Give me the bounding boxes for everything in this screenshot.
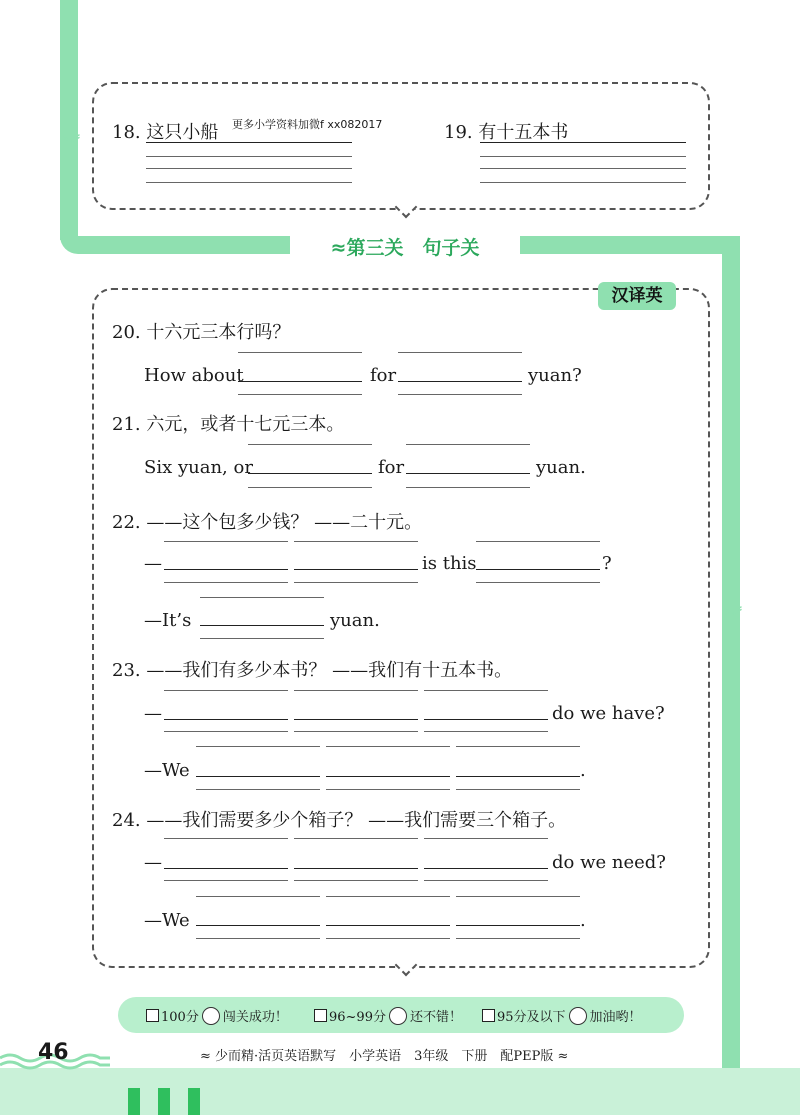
answer-line[interactable]	[456, 925, 580, 926]
question-22-dash: —	[144, 553, 162, 574]
top-question-box	[92, 82, 710, 210]
guide-line	[294, 838, 418, 839]
answer-line[interactable]	[480, 142, 686, 143]
guide-line	[238, 394, 362, 395]
score-option-95-below[interactable]: 95分及以下 加油哟！	[482, 1006, 642, 1025]
answer-line[interactable]	[164, 569, 288, 570]
guide-line	[146, 168, 352, 169]
watermark-text: 更多小学资料加微f xx082017	[232, 118, 383, 131]
question-24-prompt: 24. ——我们需要多少个箱子？ ——我们需要三个箱子。	[112, 810, 567, 831]
question-24-word: .	[580, 910, 586, 931]
checkbox[interactable]	[146, 1009, 159, 1022]
question-20-prompt: 20. 十六元三本行吗？	[112, 322, 291, 343]
answer-line[interactable]	[164, 719, 288, 720]
answer-line[interactable]	[326, 776, 450, 777]
cheer-face-icon	[569, 1007, 587, 1025]
frame-right-bar	[722, 236, 740, 1115]
question-18: 18. 这只小船	[112, 122, 219, 143]
guide-line	[480, 168, 686, 169]
task-tag: 汉译英	[598, 282, 676, 310]
question-21-word: yuan.	[536, 457, 586, 478]
question-20-word: How about	[144, 365, 244, 386]
guide-line	[294, 880, 418, 881]
stripe-decoration	[158, 1088, 170, 1115]
guide-line	[164, 731, 288, 732]
question-20-word: for	[370, 365, 397, 386]
guide-line	[164, 582, 288, 583]
answer-line[interactable]	[456, 776, 580, 777]
answer-line[interactable]	[248, 473, 372, 474]
score-bar	[118, 997, 684, 1033]
guide-line	[476, 582, 600, 583]
guide-line	[164, 541, 288, 542]
guide-line	[200, 597, 324, 598]
guide-line	[326, 746, 450, 747]
guide-line	[480, 156, 686, 157]
guide-line	[476, 541, 600, 542]
answer-line[interactable]	[294, 569, 418, 570]
question-21-word: Six yuan, or	[144, 457, 253, 478]
guide-line	[326, 938, 450, 939]
page-number: 46	[38, 1040, 69, 1065]
question-19: 19. 有十五本书	[444, 122, 569, 143]
question-23-prompt: 23. ——我们有多少本书？ ——我们有十五本书。	[112, 660, 513, 681]
guide-line	[196, 896, 320, 897]
guide-line	[456, 789, 580, 790]
guide-line	[406, 444, 530, 445]
answer-line[interactable]	[294, 719, 418, 720]
guide-line	[326, 896, 450, 897]
answer-line[interactable]	[424, 719, 548, 720]
answer-line[interactable]	[398, 381, 522, 382]
guide-line	[456, 896, 580, 897]
guide-line	[424, 880, 548, 881]
question-24-word: do we need?	[552, 852, 666, 873]
question-23-word: do we have?	[552, 703, 665, 724]
answer-line[interactable]	[406, 473, 530, 474]
question-24-word: —We	[144, 910, 190, 931]
answer-line[interactable]	[146, 142, 352, 143]
guide-line	[238, 352, 362, 353]
guide-line	[326, 789, 450, 790]
checkbox[interactable]	[482, 1009, 495, 1022]
question-22-prompt: 22. ——这个包多少钱？ ——二十元。	[112, 512, 423, 533]
guide-line	[196, 938, 320, 939]
answer-line[interactable]	[476, 569, 600, 570]
score-option-100[interactable]: 100分 闯关成功！	[146, 1006, 288, 1025]
chevron-icon: ︾	[724, 606, 742, 627]
guide-line	[248, 444, 372, 445]
question-20-word: yuan?	[528, 365, 582, 386]
answer-line[interactable]	[196, 776, 320, 777]
question-22-word: —It’s	[144, 610, 192, 631]
guide-line	[294, 541, 418, 542]
question-22-word: yuan.	[330, 610, 380, 631]
answer-line[interactable]	[196, 925, 320, 926]
answer-line[interactable]	[238, 381, 362, 382]
question-23-word: —We	[144, 760, 190, 781]
smile-face-icon	[389, 1007, 407, 1025]
guide-line	[406, 487, 530, 488]
answer-line[interactable]	[294, 868, 418, 869]
answer-line[interactable]	[326, 925, 450, 926]
guide-line	[146, 182, 352, 183]
score-option-96-99[interactable]: 96~99分 还不错！	[314, 1006, 462, 1025]
guide-line	[164, 838, 288, 839]
answer-line[interactable]	[424, 868, 548, 869]
guide-line	[424, 690, 548, 691]
guide-line	[164, 690, 288, 691]
guide-line	[196, 746, 320, 747]
guide-line	[398, 352, 522, 353]
stripe-decoration	[188, 1088, 200, 1115]
question-22-word: ?	[602, 553, 612, 574]
guide-line	[146, 156, 352, 157]
guide-line	[294, 582, 418, 583]
guide-line	[456, 938, 580, 939]
answer-line[interactable]	[200, 625, 324, 626]
section-title: ≈第三关 句子关	[290, 232, 520, 264]
chevron-icon: ︾	[62, 134, 80, 155]
question-23-word: .	[580, 760, 586, 781]
question-21-word: for	[378, 457, 405, 478]
guide-line	[248, 487, 372, 488]
guide-line	[480, 182, 686, 183]
footer-text: ≈ 少而精·活页英语默写 小学英语 3年级 下册 配PEP版 ≈	[200, 1049, 569, 1064]
answer-line[interactable]	[164, 868, 288, 869]
guide-line	[456, 746, 580, 747]
guide-line	[164, 880, 288, 881]
question-24-dash: —	[144, 852, 162, 873]
guide-line	[294, 731, 418, 732]
guide-line	[200, 638, 324, 639]
stripe-decoration	[128, 1088, 140, 1115]
question-21-prompt: 21. 六元，或者十七元三本。	[112, 414, 345, 435]
guide-line	[424, 731, 548, 732]
guide-line	[196, 789, 320, 790]
question-23-dash: —	[144, 703, 162, 724]
guide-line	[294, 690, 418, 691]
guide-line	[424, 838, 548, 839]
checkbox[interactable]	[314, 1009, 327, 1022]
footer-band	[0, 1068, 800, 1115]
frame-left-bar	[60, 0, 78, 240]
guide-line	[398, 394, 522, 395]
question-22-word: is this	[422, 553, 477, 574]
happy-face-icon	[202, 1007, 220, 1025]
